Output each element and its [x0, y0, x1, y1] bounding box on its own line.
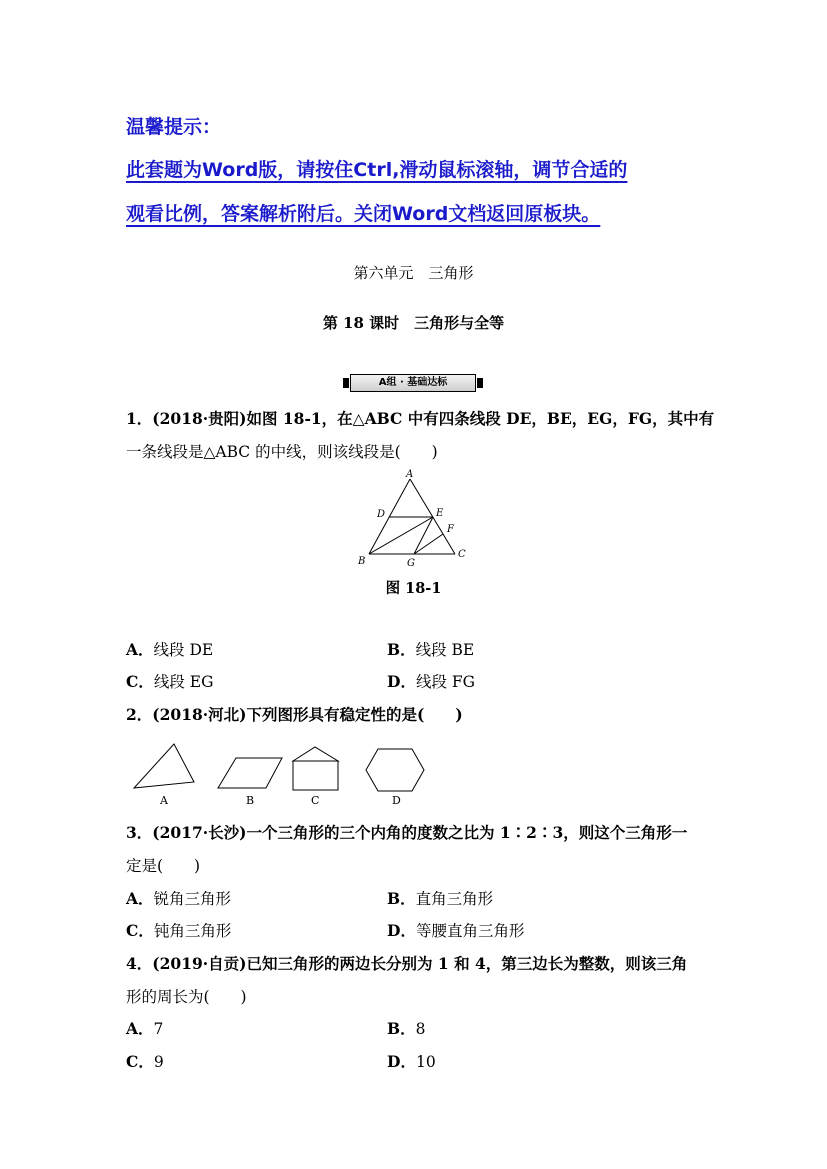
option-letter: A．: [126, 640, 154, 659]
label-e: E: [436, 508, 444, 519]
option-letter: D．: [387, 921, 416, 940]
q1-option-a: [126, 638, 213, 660]
label-d: D: [377, 509, 386, 520]
option-text: 线段 DE: [153, 641, 214, 659]
q1-option-c: [126, 670, 213, 692]
tip-heading: 温馨提示：: [126, 116, 222, 138]
option-letter: A．: [126, 1019, 154, 1038]
shape-label-a: A: [160, 794, 168, 807]
label-g: G: [407, 558, 415, 569]
option-letter: C．: [126, 672, 154, 691]
option-text: 线段 FG: [415, 673, 476, 691]
q3-option-a: [126, 887, 231, 909]
option-letter: B．: [387, 1019, 416, 1038]
q1-line-1: 1．(2018·贵阳)如图 18-1，在△ABC 中有四条线段 DE，BE，EG，FG，其中有: [126, 409, 715, 428]
q3-line-2: 定是( ): [126, 857, 201, 875]
option-text: 线段 EG: [153, 673, 214, 691]
q3-option-d: [387, 919, 524, 941]
shape-a-triangle: [134, 744, 194, 788]
option-text: 等腰直角三角形: [415, 922, 525, 940]
shape-label-b: B: [246, 794, 255, 807]
option-letter: A．: [126, 889, 154, 908]
label-f: F: [447, 524, 454, 535]
q3-option-b: [387, 887, 493, 909]
unit-title: 第六单元 三角形: [353, 264, 474, 282]
q4-option-d: [387, 1050, 436, 1072]
q3-line-1: 3．(2017·长沙)一个三角形的三个内角的度数之比为 1∶2∶3，则这个三角形一: [126, 823, 688, 842]
q4-option-b: [387, 1017, 425, 1039]
option-text: 8: [415, 1020, 426, 1038]
lesson-title: 第 18 课时 三角形与全等: [322, 314, 505, 332]
label-a: A: [406, 469, 414, 480]
q1-option-d: [387, 670, 475, 692]
label-b: B: [358, 556, 366, 567]
q1-option-b: [387, 638, 474, 660]
option-letter: D．: [387, 1052, 416, 1071]
shape-d-hexagon: [366, 749, 424, 791]
option-letter: B．: [387, 889, 416, 908]
option-text: 直角三角形: [415, 890, 494, 908]
q1-line-2: 一条线段是△ABC 的中线，则该线段是( ): [126, 443, 438, 461]
shape-b-parallelogram: [218, 758, 282, 788]
option-letter: C．: [126, 921, 154, 940]
shape-label-d: D: [392, 794, 401, 807]
tip-line-2: 观看比例，答案解析附后。关闭Word文档返回原板块。: [126, 203, 601, 225]
q3-option-c: [126, 919, 231, 941]
q4-line-2: 形的周长为( ): [126, 988, 247, 1006]
option-letter: D．: [387, 672, 416, 691]
option-text: 钝角三角形: [153, 922, 232, 940]
option-letter: C．: [126, 1052, 154, 1071]
q4-line-1: 4．(2019·自贡)已知三角形的两边长分别为 1 和 4，第三边长为整数，则该三角: [126, 954, 688, 973]
option-text: 10: [415, 1053, 436, 1071]
group-badge: A组 · 基础达标: [350, 374, 476, 392]
figure-caption: 图 18-1: [385, 580, 442, 597]
option-text: 线段 BE: [415, 641, 475, 659]
shape-label-c: C: [311, 794, 320, 807]
option-text: 9: [153, 1053, 164, 1071]
option-text: 7: [153, 1020, 164, 1038]
tip-line-1: 此套题为Word版，请按住Ctrl,滑动鼠标滚轴，调节合适的: [126, 159, 628, 181]
shape-c-house-body: [293, 761, 338, 790]
triangle-figure-18-1: [355, 466, 470, 570]
label-c: C: [458, 549, 466, 560]
q4-option-c: [126, 1050, 164, 1072]
option-letter: B．: [387, 640, 416, 659]
q2-line-1: 2．(2018·河北)下列图形具有稳定性的是( ): [126, 705, 463, 724]
shape-c-house-roof: [293, 747, 338, 761]
q4-option-a: [126, 1017, 163, 1039]
option-text: 锐角三角形: [153, 890, 232, 908]
q2-shapes: [126, 736, 436, 808]
